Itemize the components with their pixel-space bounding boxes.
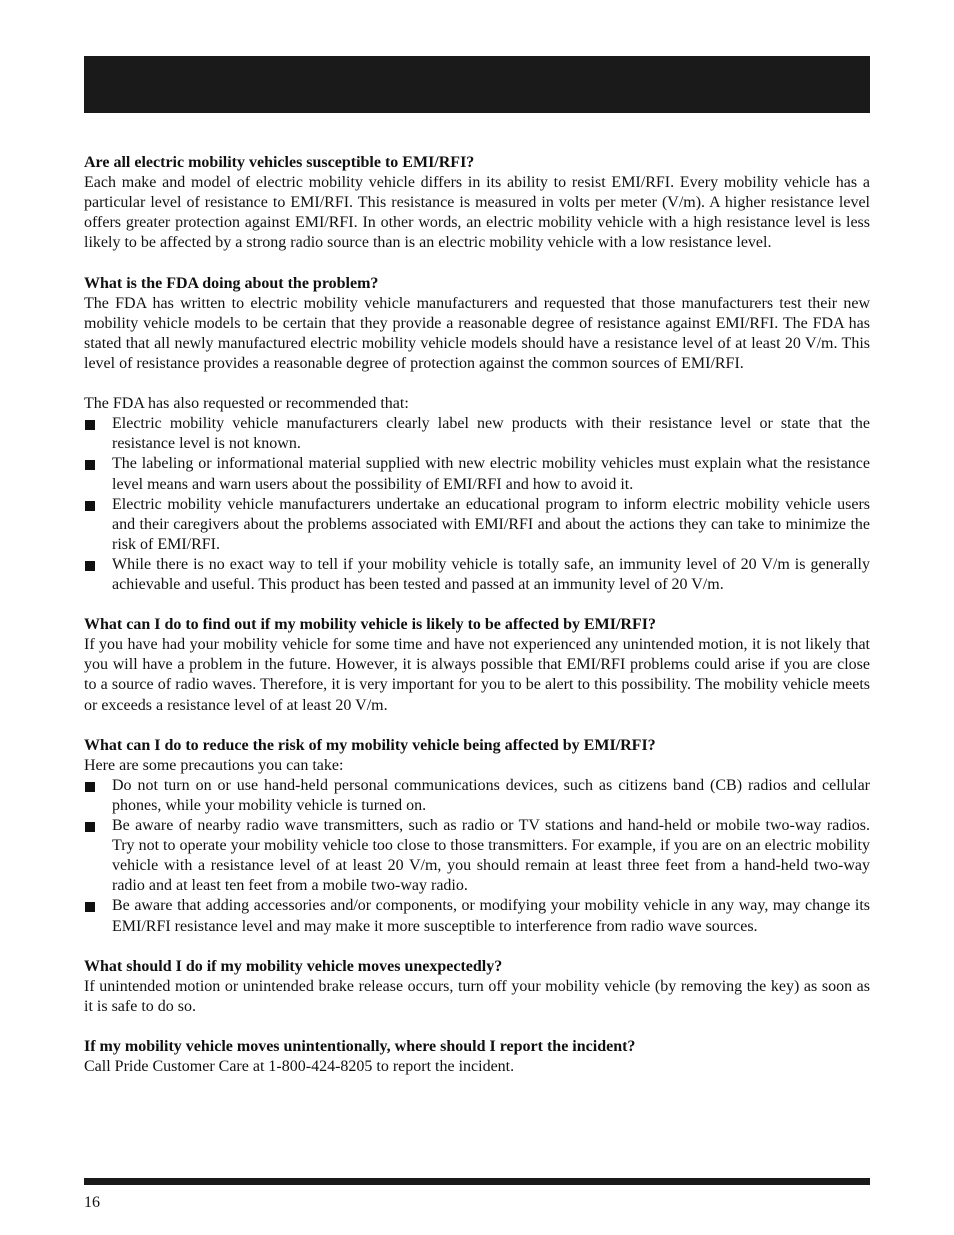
page-number: 16 xyxy=(84,1194,100,1211)
list-item: Be aware that adding accessories and/or components, or modifying your mobility vehicle in any way, may change its EMI/RFI resistance level and may make it more susceptible to interference from radio wave sources. xyxy=(84,896,870,936)
list-item: Do not turn on or use hand-held personal communications devices, such as citizens band (CB) radios and cellular phones, while your mobility vehicle is turned on. xyxy=(84,776,870,816)
question-susceptibility: Are all electric mobility vehicles susceptible to EMI/RFI? xyxy=(84,154,475,171)
fda-requests-intro: The FDA has also requested or recommended that: xyxy=(84,395,409,413)
question-report-incident: If my mobility vehicle moves unintentionally, where should I report the incident? xyxy=(84,1038,636,1056)
list-item: The labeling or informational material supplied with new electric mobility vehicles must explain what the resistance level means and warn users about the possibility of EMI/RFI and how to avoid it. xyxy=(84,454,870,494)
answer-find-out: If you have had your mobility vehicle for some time and have not experienced any unintended motion, it is not likely that you will have a problem in the future. However, it is always possible that EMI/RFI problems could arise if you are close to a source of radio waves. Therefore, it is very important for you to be alert to this possibility. The mobility vehicle meets or exceeds a resistance level of at least 20 V/m. xyxy=(84,636,870,714)
question-reduce-risk: What can I do to reduce the risk of my mobility vehicle being affected by EMI/RFI? xyxy=(84,736,656,754)
header-bar xyxy=(84,56,870,113)
precautions-list xyxy=(84,776,870,937)
answer-unexpected-motion: If unintended motion or unintended brake release occurs, turn off your mobility vehicle (by removing the key) as soon as it is safe to do so. xyxy=(84,977,870,1015)
answer-susceptibility: Each make and model of electric mobility vehicle differs in its ability to resist EMI/RFI. Every mobility vehicle has a particular level of resistance to EMI/RFI. This resistance is measured in volts per meter (V/m). A higher resistance level offers greater protection against EMI/RFI. In other words, an electric mobility vehicle with a high resistance level is less likely to be affected by a strong radio source than is an electric mobility vehicle with a low resistance level. xyxy=(84,174,870,252)
fda-requests-list xyxy=(84,414,870,595)
question-unexpected-motion: What should I do if my mobility vehicle moves unexpectedly? xyxy=(84,957,503,975)
list-item: While there is no exact way to tell if your mobility vehicle is totally safe, an immunity level of 20 V/m is generally achievable and useful. This product has been tested and passed at an immunity level of 20 V/m. xyxy=(84,555,870,595)
document-body xyxy=(84,153,870,1077)
question-fda: What is the FDA doing about the problem? xyxy=(84,274,379,292)
list-item: Electric mobility vehicle manufacturers undertake an educational program to inform electric mobility vehicle users and their caregivers about the problems associated with EMI/RFI and about the actions they can take to minimize the risk of EMI/RFI. xyxy=(84,495,870,555)
list-item: Be aware of nearby radio wave transmitters, such as radio or TV stations and hand-held or mobile two-way radios. Try not to operate your mobility vehicle too close to those transmitters. For example, if you are on an electric mobility vehicle with a resistance level of at least 20 V/m, you should remain at least three feet from a hand-held two-way radio and at least ten feet from a mobile two-way radio. xyxy=(84,816,870,896)
precautions-intro: Here are some precautions you can take: xyxy=(84,756,344,774)
footer-rule xyxy=(84,1178,870,1185)
question-find-out: What can I do to find out if my mobility vehicle is likely to be affected by EMI/RFI? xyxy=(84,616,656,634)
answer-fda: The FDA has written to electric mobility vehicle manufacturers and requested that those manufacturers test their new mobility vehicle models to be certain that they provide a reasonable degree of resistance against EMI/RFI. The FDA has stated that all newly manufactured electric mobility vehicle models should have a resistance level of at least 20 V/m. This level of resistance provides a reasonable degree of protection against the common sources of EMI/RFI. xyxy=(84,294,870,372)
list-item: Electric mobility vehicle manufacturers clearly label new products with their resistance level or state that the resistance level is not known. xyxy=(84,414,870,454)
answer-report-incident: Call Pride Customer Care at 1-800-424-8205 to report the incident. xyxy=(84,1058,515,1076)
